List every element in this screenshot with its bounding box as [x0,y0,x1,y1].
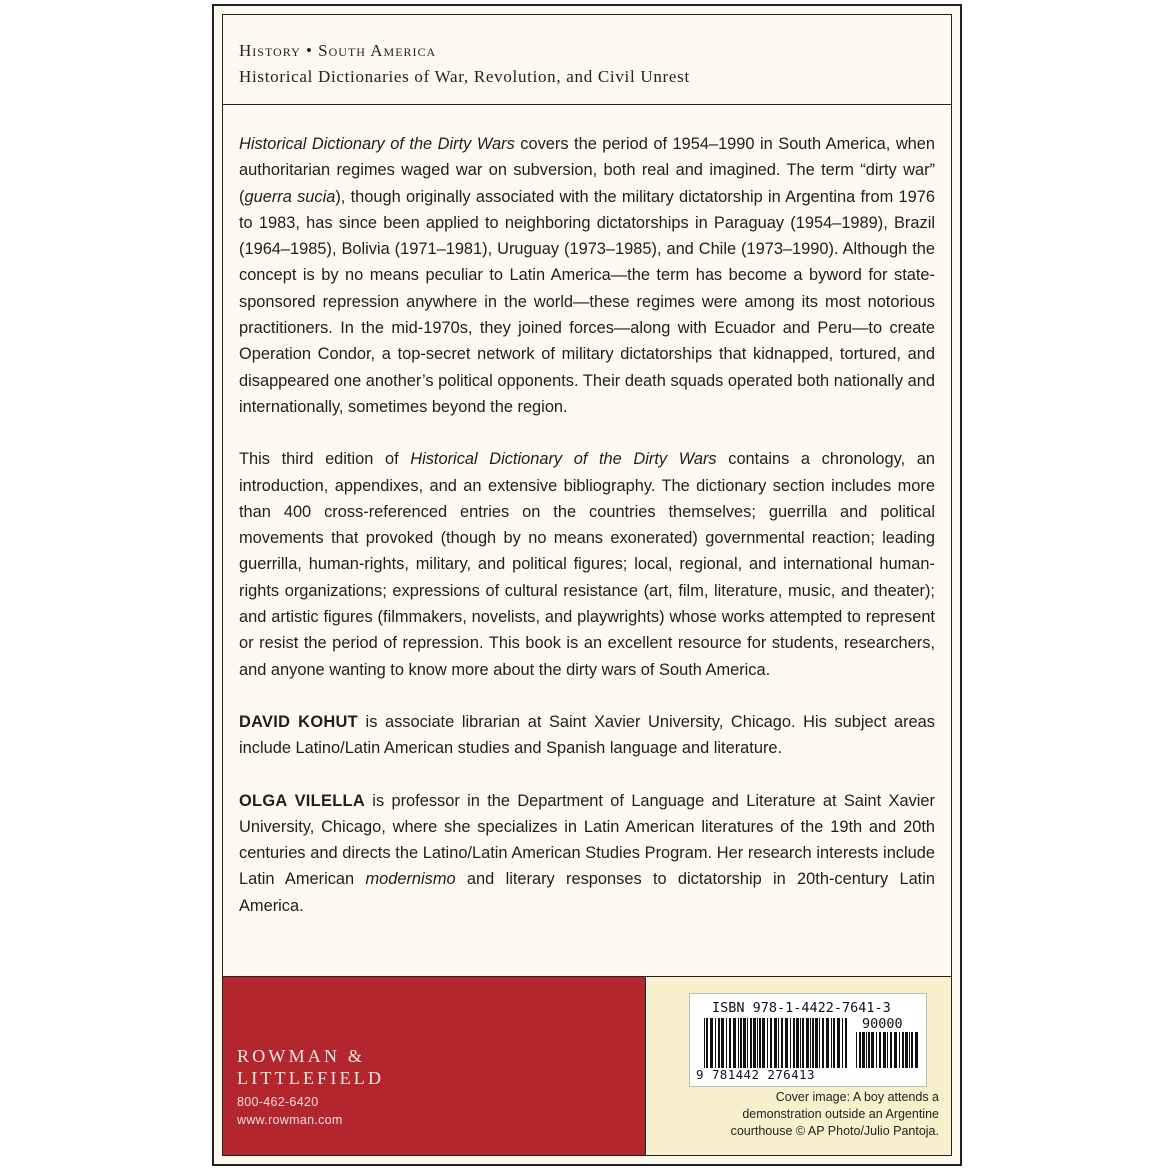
isbn-number: ISBN 978-1-4422-7641-3 [712,1000,891,1016]
description-body [239,131,935,945]
term-italic: guerra sucia [244,187,336,206]
publisher-website: www.rowman.com [237,1113,343,1127]
price-code: 90000 [862,1016,903,1032]
book-back-cover [212,4,962,1166]
publisher-phone: 800-462-6420 [237,1095,319,1109]
author-name: OLGA VILELLA [239,791,365,810]
publisher-panel [223,977,646,1155]
book-title-italic: Historical Dictionary of the Dirty Wars [239,135,515,153]
publisher-logo: ROWMAN & LITTLEFIELD [237,1046,385,1088]
barcode [689,993,927,1087]
description-paragraph-2: This third edition of Historical Dictionary of the Dirty Wars contains a chronology, an introduction, appendixes, and an extensive bibliography. The dictionary section includes more than 400 cross-referenced entries on the countries themselves; guerrilla and political movements that provoked (though by no means exonerated) governmental reaction; leading guerrilla, human-rights, military, and political figures; local, regional, and international human-rights organizations; expressions of cultural resistance (art, film, literature, music, and theater); and artistic figures (filmmakers, novelists, and playwrights) whose works attempted to represent or resist the period of repression. This book is an excellent resource for students, researchers, and anyone wanting to know more about the dirty wars of South America. [239,450,935,679]
cover-inner-frame [222,14,952,1156]
author-bio-kohut: DAVID KOHUT is associate librarian at Saint Xavier University, Chicago. His subject areas include Latino/Latin American studies and Spanish language and literature. [239,712,935,758]
isbn-panel [647,977,951,1155]
barcode-addon-bars-icon [856,1032,918,1068]
barcode-digits: 9 781442 276413 [696,1067,815,1082]
author-bio-vilella: OLGA VILELLA is professor in the Department of Language and Literature at Saint Xavier University, Chicago, where she specializes in Latin American literatures of the 19th and 20th centuries and directs the Latino/Latin American Studies Program. Her research interests include Latin American modernismo and literary responses to dictatorship in 20th-century Latin America. [239,791,935,915]
series-title: Historical Dictionaries of War, Revolution, and Civil Unrest [239,67,690,86]
subject-category: History • South America [239,41,437,60]
modernismo-italic: modernismo [365,870,456,889]
cover-footer [223,976,951,1155]
cover-image-credit: Cover image: A boy attends a demonstration outside an Argentine courthouse © AP Photo/Julio Pantoja. [730,1090,939,1138]
description-paragraph-1: Historical Dictionary of the Dirty Wars covers the period of 1954–1990 in South America, when authoritarian regimes waged war on subversion, both real and imagined. The term “dirty war” (guerra sucia), though originally associated with the military dictatorship in Argentina from 1976 to 1983, has since been applied to neighboring dictatorships in Paraguay (1954–1989), Brazil (1964–1985), Bolivia (1971–1981), Uruguay (1973–1985), and Chile (1973–1990). Although the concept is by no means peculiar to Latin America—the term has become a byword for state-sponsored repression anywhere in the world—these regimes were among its most notorious practitioners. In the mid-1970s, they joined forces—along with Ecuador and Peru—to create Operation Condor, a top-secret network of military dictatorships that kidnapped, tortured, and disappeared one another’s political opponents. Their death squads operated both nationally and internationally, sometimes beyond the region. [239,135,936,416]
book-title-italic: Historical Dictionary of the Dirty Wars [410,450,717,469]
barcode-bars-icon [704,1018,850,1068]
series-header [223,15,951,105]
author-name: DAVID KOHUT [239,712,358,731]
